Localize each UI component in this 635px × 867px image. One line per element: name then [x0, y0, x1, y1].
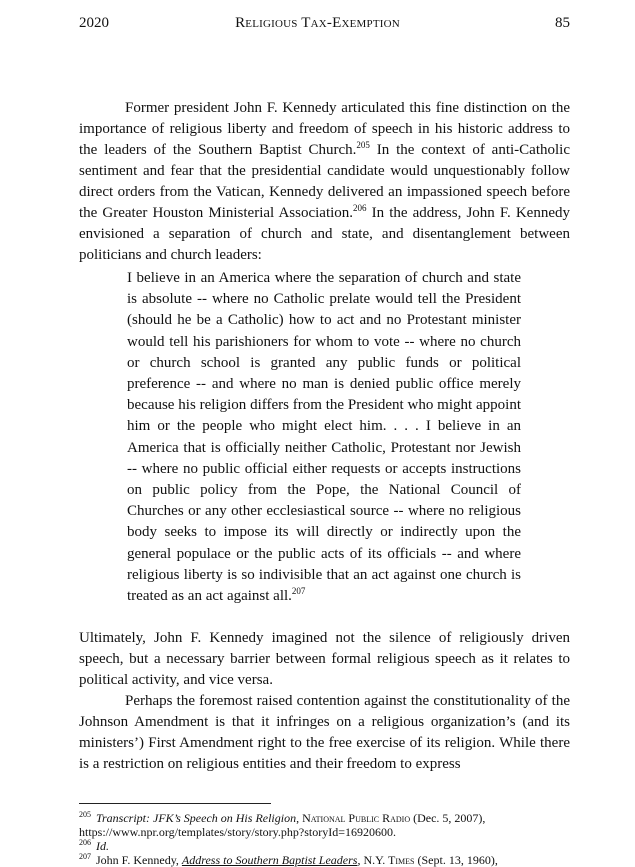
paragraph-text: Former president John F. Kennedy articulated this fine distinction on the importance of religious liberty and freedom of speech in his historic address to the leaders of the Southern Baptist Church.: [79, 100, 570, 158]
footnote-url[interactable]: https://www.npr.org/templates/story/story.php?storyId=16920600.: [79, 825, 396, 839]
footnote-date: (Sept. 13, 1960),: [417, 853, 498, 867]
header-year: 2020: [79, 15, 109, 31]
footnote-source: N.Y. Times: [363, 853, 415, 867]
footnote-ref[interactable]: 206: [353, 203, 367, 213]
footnote-number: 207: [79, 852, 91, 861]
quote-text: I believe in an America where the separation of church and state is absolute -- where no Catholic prelate would tell the President (should he be a Catholic) how to act and no Protestant minister would tell his parishioners for whom to vote -- where no church or church school is granted any public funds or political preference -- and where no man is denied public office merely because his religion differs from the President who might appoint him or the people who might elect him. . . . I believe in an America that is officially neither Catholic, Protestant nor Jewish -- where no public official either requests or accepts instructions on public policy from the Pope, the National Council of Churches or any other ecclesiastical source -- where no religious body seeks to impose its will directly or indirectly upon the general populace or the public acts of its officials -- and where religious liberty is so indivisible that an act against one church is treated as an act against all.: [127, 270, 521, 605]
footnote-author: John F. Kennedy,: [96, 853, 179, 867]
footnote-id: Id.: [96, 839, 109, 853]
header-title: Religious Tax-Exemption: [235, 15, 400, 31]
paragraph-contention: Perhaps the foremost raised contention against the constitutionality of the Johnson Amendment is that it infringes on a religious organization’s (and its ministers’) First Amendment right to the free exercise of its religion. While there is a restriction on religious entities and their freedom to express: [79, 693, 570, 772]
footnote-ref[interactable]: 207: [291, 586, 306, 597]
footnote-title: Address to Southern Baptist Leaders: [181, 853, 358, 867]
footnote-number: 206: [79, 838, 91, 847]
block-quote: [127, 268, 521, 607]
footnote-206: [79, 839, 570, 853]
footnote-date: (Dec. 5, 2007),: [413, 811, 486, 825]
header-page-number: 85: [555, 15, 570, 31]
paragraph-conclusion: Ultimately, John F. Kennedy imagined not the silence of religiously driven speech, but a necessary barrier between formal religious speech as it relates to political activity, and vice versa.: [79, 630, 570, 688]
footnote-205: $^{205}$ Transcript: JFK’s Speech on His Religion, National Public Radio (Dec. 5, 2007), https://www.npr.org/templates/story/story.php?storyId=16920600.: [79, 810, 486, 839]
footnote-number: 205: [79, 810, 91, 819]
footnote-title: Transcript: JFK’s Speech on His Religion: [96, 811, 297, 825]
paragraph-kennedy-intro: [79, 98, 570, 266]
footnote-source: National Public Radio: [302, 811, 411, 825]
paragraph-text: In the context of anti-Catholic sentiment and fear that the presidential candidate would unquestionably follow direct orders from the Vatican, Kennedy delivered an impassioned speech before the Greater Houston Ministerial Association.: [79, 142, 570, 221]
footnote-divider: [79, 803, 271, 804]
footnote-207: $^{207}$ John F. Kennedy, Address to Southern Baptist Leaders, N.Y. Times (Sept. 13, 1960),: [79, 852, 498, 867]
footnote-ref[interactable]: 205: [356, 140, 370, 150]
paragraph-text: In the address, John F. Kennedy envisioned a separation of church and state, and disentanglement between politicians and church leaders:: [79, 205, 570, 263]
